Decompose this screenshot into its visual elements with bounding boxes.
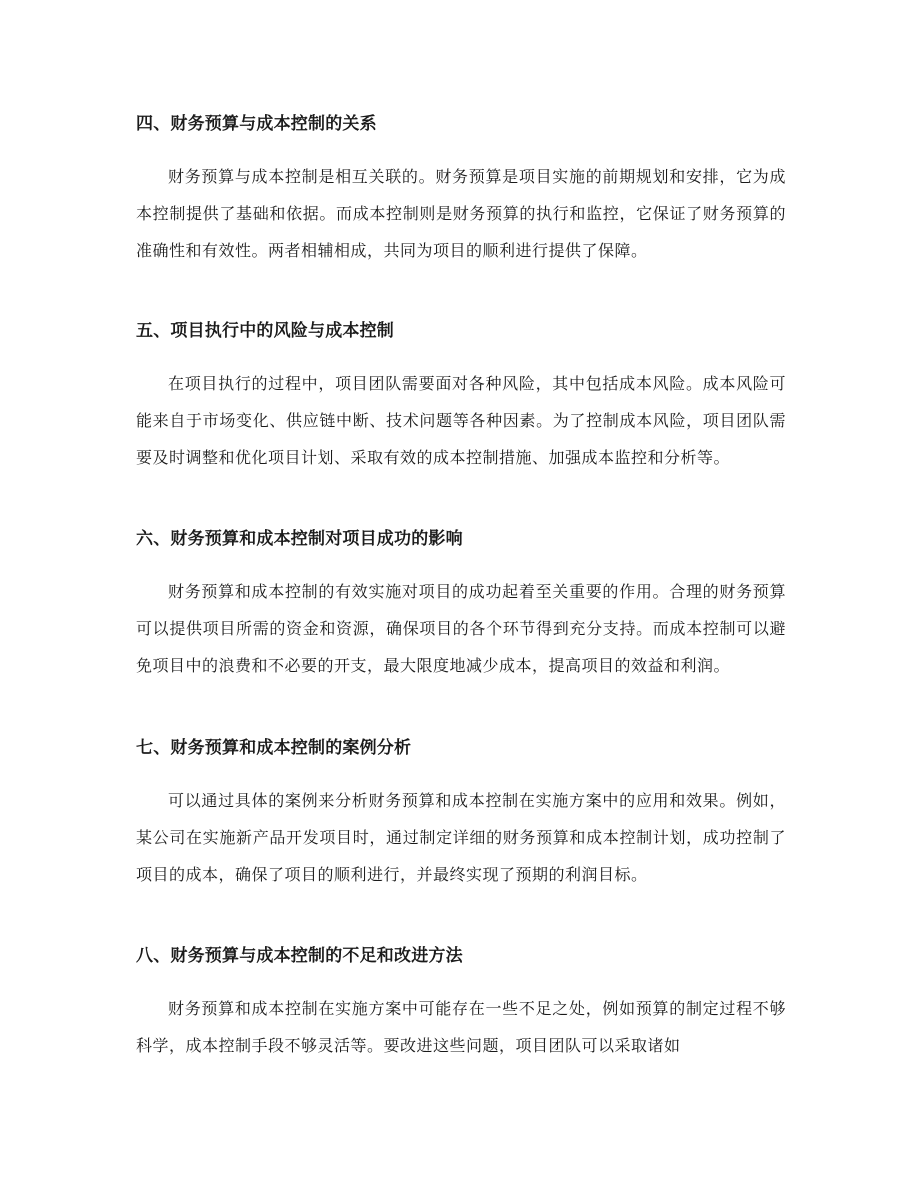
- section-risk: [136, 320, 786, 476]
- section-paragraph: 财务预算与成本控制是相互关联的。财务预算是项目实施的前期规划和安排，它为成本控制提供了基础和依据。而成本控制则是财务预算的执行和监控，它保证了财务预算的准确性和有效性。两者相辅相成，共同为项目的顺利进行提供了保障。: [136, 167, 786, 260]
- section-paragraph: 在项目执行的过程中，项目团队需要面对各种风险，其中包括成本风险。成本风险可能来自于市场变化、供应链中断、技术问题等各种因素。为了控制成本风险，项目团队需要及时调整和优化项目计划、采取有效的成本控制措施、加强成本监控和分析等。: [136, 374, 786, 467]
- section-heading: 四、财务预算与成本控制的关系: [136, 114, 377, 134]
- section-relationship: [136, 113, 786, 269]
- section-heading: 八、财务预算与成本控制的不足和改进方法: [136, 946, 463, 966]
- section-case-study: [136, 737, 786, 893]
- section-heading: 六、财务预算和成本控制对项目成功的影响: [136, 529, 463, 549]
- section-heading: 五、项目执行中的风险与成本控制: [136, 321, 394, 341]
- section-paragraph: 财务预算和成本控制的有效实施对项目的成功起着至关重要的作用。合理的财务预算可以提供项目所需的资金和资源，确保项目的各个环节得到充分支持。而成本控制可以避免项目中的浪费和不必要的开支，最大限度地减少成本，提高项目的效益和利润。: [136, 582, 786, 675]
- section-paragraph: 财务预算和成本控制在实施方案中可能存在一些不足之处，例如预算的制定过程不够科学，成本控制手段不够灵活等。要改进这些问题，项目团队可以采取诸如: [136, 999, 786, 1055]
- section-paragraph: 可以通过具体的案例来分析财务预算和成本控制在实施方案中的应用和效果。例如，某公司在实施新产品开发项目时，通过制定详细的财务预算和成本控制计划，成功控制了项目的成本，确保了项目的顺利进行，并最终实现了预期的利润目标。: [136, 791, 786, 884]
- section-shortcomings: [136, 945, 786, 1064]
- section-heading: 七、财务预算和成本控制的案例分析: [136, 738, 412, 758]
- section-impact: [136, 528, 786, 684]
